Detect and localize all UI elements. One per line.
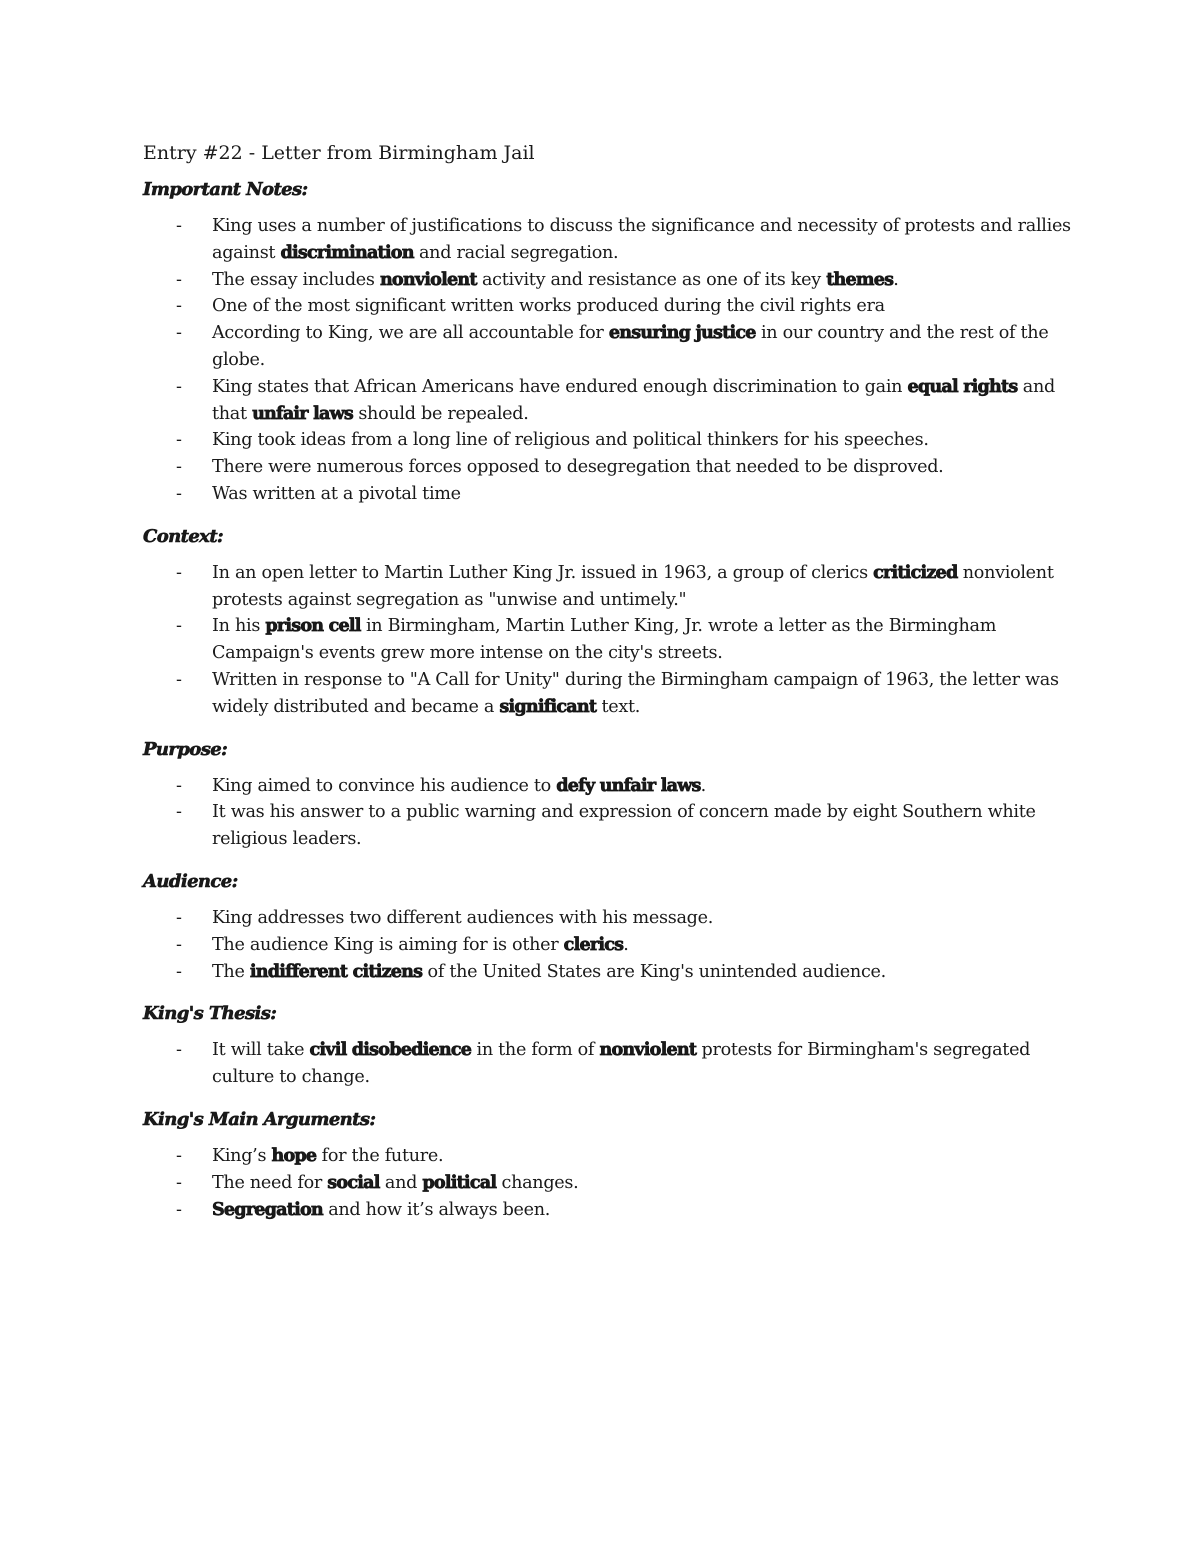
bullet-dash: - <box>176 1199 182 1220</box>
important-notes-list <box>143 213 1073 508</box>
keyword: hope <box>271 1144 317 1166</box>
list-item: - Written in response to "A Call for Unity" during the Birmingham campaign of 1963, the letter was widely distributed and became a significant text. <box>143 667 1073 721</box>
bullet-dash: - <box>176 430 182 451</box>
list-item: - In an open letter to Martin Luther King Jr. issued in 1963, a group of clerics criticized nonviolent protests against segregation as "unwise and untimely." <box>176 561 1054 610</box>
keyword: unfair laws <box>252 402 354 424</box>
section-heading-audience: Audience: <box>143 870 238 892</box>
list-item: - One of the most significant written works produced during the civil rights era <box>143 293 1073 320</box>
bullet-dash: - <box>176 1040 182 1061</box>
list-item: - There were numerous forces opposed to desegregation that needed to be disproved. <box>143 454 1073 481</box>
keyword: ensuring justice <box>608 322 756 344</box>
bullet-dash: - <box>176 775 182 796</box>
purpose-list <box>143 773 1073 853</box>
bullet-dash: - <box>176 483 182 504</box>
bullet-dash: - <box>176 562 182 583</box>
keyword: themes <box>826 268 894 290</box>
bullet-dash: - <box>176 216 182 236</box>
keyword: prison cell <box>265 615 361 637</box>
list-item: - King’s hope for the future. <box>143 1143 1073 1170</box>
section-heading-main-arguments: King's Main Arguments: <box>143 1108 376 1130</box>
keyword: nonviolent <box>599 1039 697 1061</box>
list-item: - Was written at a pivotal time <box>143 481 1073 508</box>
bullet-dash: - <box>176 961 182 982</box>
bullet-dash: - <box>176 669 182 690</box>
section-heading-important-notes: Important Notes: <box>143 179 308 200</box>
bullet-dash: - <box>176 296 182 317</box>
keyword: significant <box>499 695 597 717</box>
keyword: nonviolent <box>379 268 477 290</box>
keyword: clerics <box>563 933 624 955</box>
keyword: indifferent citizens <box>249 960 423 982</box>
keyword: equal rights <box>907 375 1018 397</box>
bullet-dash: - <box>176 1172 182 1193</box>
document-page <box>143 140 1073 1239</box>
list-item: - King took ideas from a long line of religious and political thinkers for his speeches. <box>143 427 1073 454</box>
list-item: - According to King, we are all accountable for ensuring justice in our country and the rest of the globe. <box>176 322 1049 370</box>
bullet-dash: - <box>176 1145 182 1166</box>
entry-title: Entry #22 - Letter from Birmingham Jail <box>143 142 535 164</box>
keyword: criticized <box>873 561 958 583</box>
list-item: - The audience King is aiming for is other clerics. <box>143 932 1073 959</box>
list-item: - King uses a number of justifications to discuss the significance and necessity of protests and rallies against discrimination and racial segregation. <box>143 213 1073 267</box>
thesis-list <box>143 1037 1073 1091</box>
bullet-dash: - <box>176 323 182 344</box>
list-item: - King addresses two different audiences with his message. <box>143 905 1073 932</box>
keyword: political <box>422 1171 497 1193</box>
section-heading-thesis: King's Thesis: <box>143 1003 277 1025</box>
bullet-dash: - <box>176 907 182 928</box>
keyword: defy unfair laws <box>556 774 701 796</box>
section-heading-context: Context: <box>143 525 224 547</box>
audience-list <box>143 905 1073 985</box>
list-item: - The essay includes nonviolent activity and resistance as one of its key themes. <box>143 267 1073 294</box>
main-arguments-list <box>143 1143 1073 1223</box>
list-item: - In his prison cell in Birmingham, Martin Luther King, Jr. wrote a letter as the Birmingham Campaign's events grew more intense on the city's streets. <box>176 615 997 664</box>
list-item: - It was his answer to a public warning and expression of concern made by eight Southern white religious leaders. <box>143 799 1073 853</box>
list-item: - The indifferent citizens of the United States are King's unintended audience. <box>143 959 1073 986</box>
list-item: - Segregation and how it’s always been. <box>143 1197 1073 1224</box>
keyword: social <box>327 1171 380 1193</box>
context-list <box>143 560 1073 721</box>
bullet-dash: - <box>176 934 182 955</box>
list-item: - It will take civil disobedience in the form of nonviolent protests for Birmingham's segregated culture to change. <box>176 1039 1031 1088</box>
keyword: discrimination <box>280 241 414 263</box>
list-item: - The need for social and political changes. <box>143 1170 1073 1197</box>
bullet-dash: - <box>176 802 182 823</box>
section-heading-purpose: Purpose: <box>143 738 228 760</box>
keyword: Segregation <box>212 1198 323 1220</box>
list-item: - King aimed to convince his audience to defy unfair laws. <box>143 773 1073 800</box>
bullet-dash: - <box>176 457 182 478</box>
list-item: - King states that African Americans have endured enough discrimination to gain equal rights and that unfair laws should be repealed. <box>176 375 1055 424</box>
bullet-dash: - <box>176 269 182 290</box>
bullet-dash: - <box>176 616 182 637</box>
keyword: civil disobedience <box>309 1039 472 1061</box>
bullet-dash: - <box>176 376 182 397</box>
